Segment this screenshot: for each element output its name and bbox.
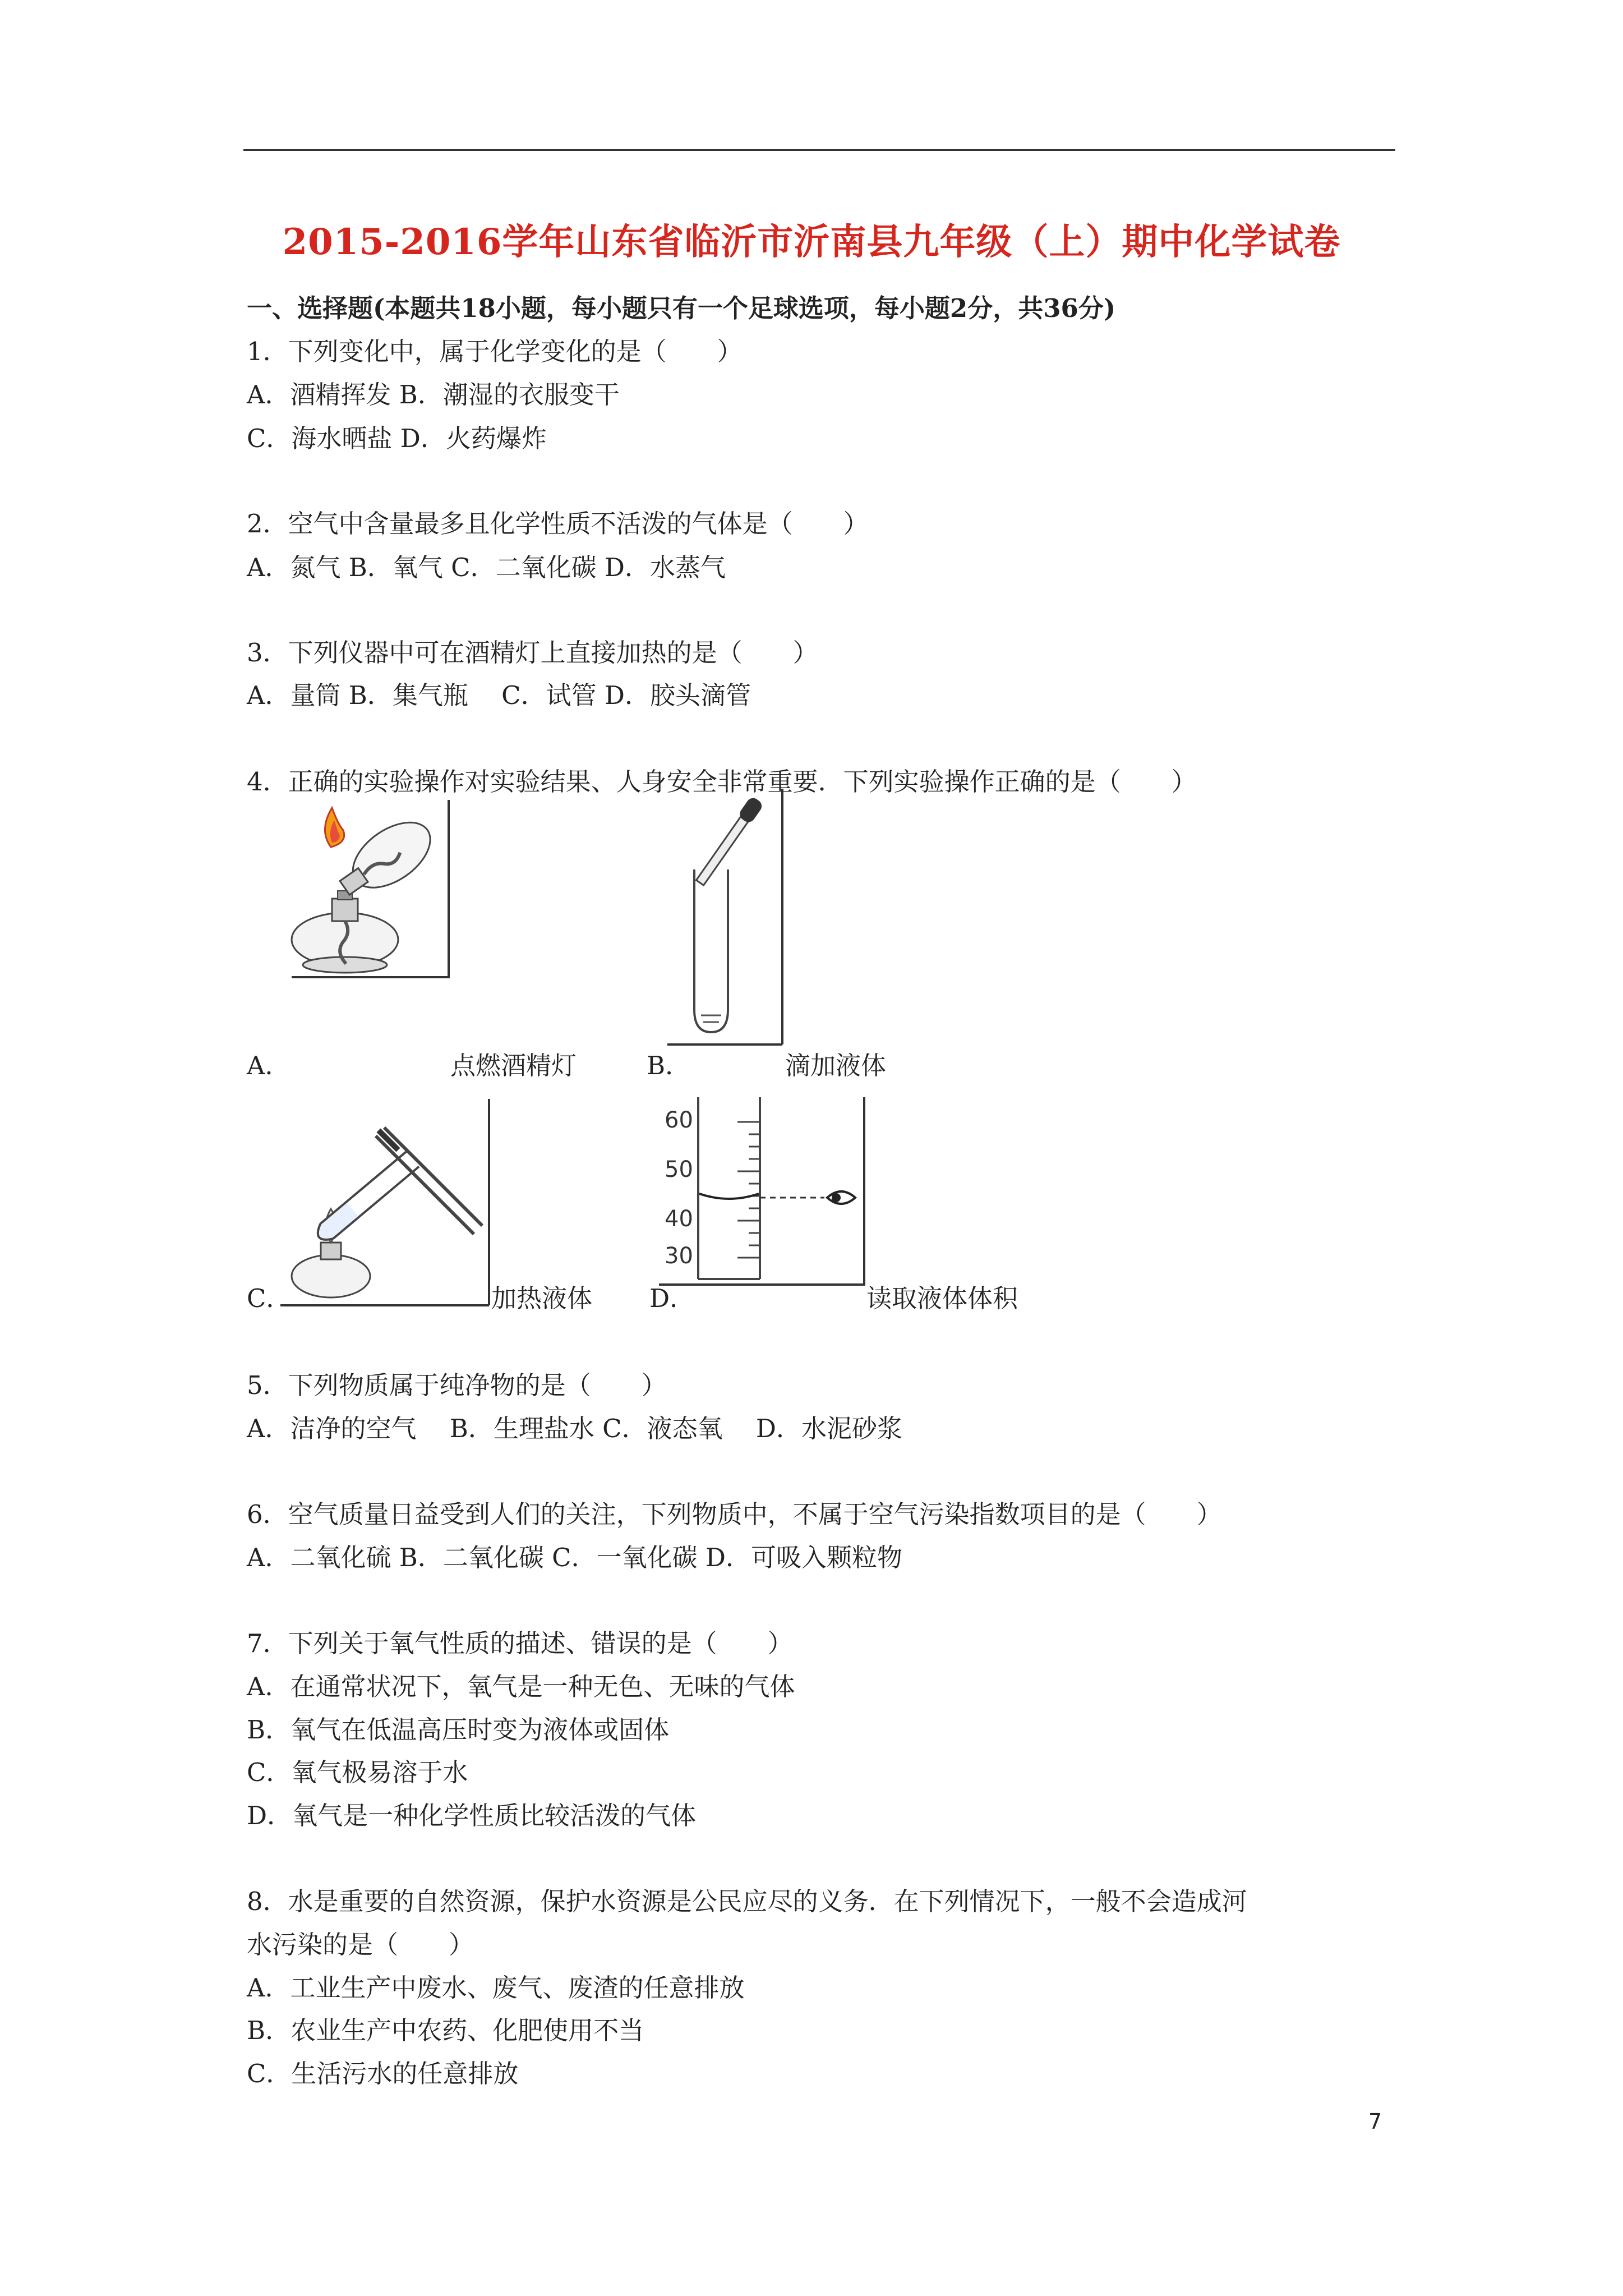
q6-stem: 6．空气质量日益受到人们的关注，下列物质中，不属于空气污染指数项目的是（ ） (247, 1499, 1222, 1529)
cylinder-tick-40: 40 (665, 1206, 693, 1232)
header-rule (243, 149, 1395, 151)
cylinder-tick-30: 30 (665, 1243, 693, 1269)
q8-option-c: C．生活污水的任意排放 (247, 2059, 519, 2088)
q4-option-c-text: 加热液体 (491, 1283, 593, 1313)
q4-option-a-text: 点燃酒精灯 (450, 1051, 577, 1080)
cylinder-tick-60: 60 (665, 1107, 693, 1133)
q5-options: A．洁净的空气 B．生理盐水 C．液态氧 D．水泥砂浆 (247, 1414, 902, 1443)
q7-option-a: A．在通常状况下，氧气是一种无色、无味的气体 (247, 1672, 795, 1701)
q8-stem-line2: 水污染的是（ ） (247, 1930, 474, 1959)
q2-stem: 2．空气中含量最多且化学性质不活泼的气体是（ ） (247, 509, 869, 539)
q2-options: A．氮气 B．氧气 C．二氧化碳 D．水蒸气 (247, 553, 726, 582)
q4-option-b-text: 滴加液体 (785, 1051, 887, 1080)
q1-options-cd: C．海水晒盐 D．火药爆炸 (247, 424, 547, 453)
q6-options: A．二氧化硫 B．二氧化碳 C．一氧化碳 D．可吸入颗粒物 (247, 1543, 902, 1572)
q1-options-ab: A．酒精挥发 B．潮湿的衣服变干 (247, 380, 620, 409)
q4-option-c-letter: C． (247, 1283, 292, 1313)
q4-stem: 4．正确的实验操作对实验结果、人身安全非常重要．下列实验操作正确的是（ ） (247, 767, 1197, 797)
q7-option-b: B．氧气在低温高压时变为液体或固体 (247, 1715, 670, 1745)
figure-c-heating-liquid (280, 1097, 494, 1310)
q1-stem: 1．下列变化中，属于化学变化的是（ ） (247, 337, 743, 366)
q4-option-d-text: 读取液体体积 (866, 1283, 1018, 1313)
q8-stem-line1: 8．水是重要的自然资源，保护水资源是公民应尽的义务．在下列情况下，一般不会造成河 (247, 1887, 1247, 1916)
q4-option-b-letter: B． (647, 1051, 691, 1080)
q8-option-b: B．农业生产中农药、化肥使用不当 (247, 2016, 644, 2045)
q3-stem: 3．下列仪器中可在酒精灯上直接加热的是（ ） (247, 638, 818, 668)
figure-b-dropper-test-tube (667, 785, 791, 1049)
q7-stem: 7．下列关于氧气性质的描述、错误的是（ ） (247, 1628, 793, 1658)
section-heading: 一、选择题(本题共18小题，每小题只有一个足球选项，每小题2分，共36分) (247, 293, 1116, 323)
q4-option-a-letter: A． (247, 1051, 291, 1080)
page-title: 2015-2016学年山东省临沂市沂南县九年级（上）期中化学试卷 (282, 221, 1341, 263)
q5-stem: 5．下列物质属于纯净物的是（ ） (247, 1370, 667, 1400)
figure-a-lighting-lamp (286, 797, 454, 982)
page-number: 7 (1368, 2109, 1382, 2134)
q4-option-d-letter: D． (649, 1283, 695, 1313)
q7-option-d: D．氧气是一种化学性质比较活泼的气体 (247, 1801, 697, 1830)
q3-options: A．量筒 B．集气瓶 C．试管 D．胶头滴管 (247, 680, 751, 710)
q8-option-a: A．工业生产中废水、废气、废渣的任意排放 (247, 1973, 745, 2003)
figure-d-cylinder-reading (659, 1094, 883, 1287)
cylinder-tick-50: 50 (665, 1157, 693, 1182)
q7-option-c: C．氧气极易溶于水 (247, 1757, 468, 1787)
